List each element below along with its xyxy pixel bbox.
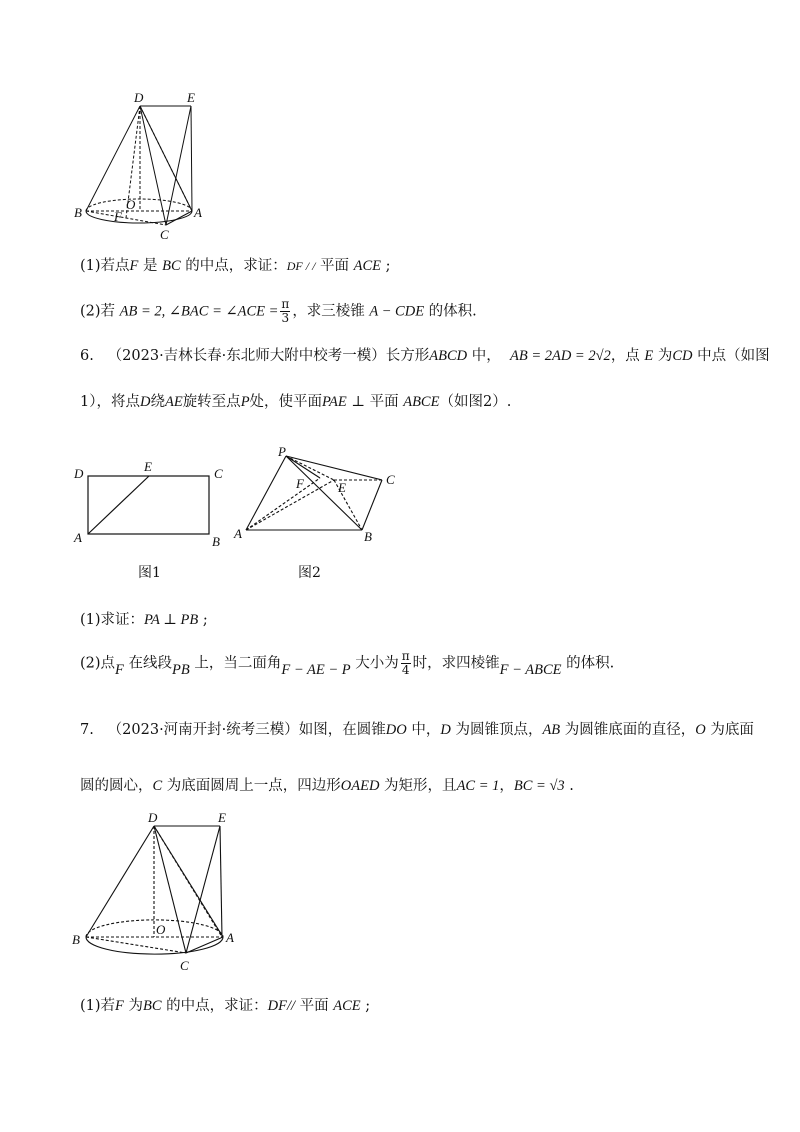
fig1-label-E: E [144, 459, 152, 474]
q7-label-O: O [156, 922, 166, 937]
q7-line2: 圆的圆心，C 为底面圆周上一点，四边形OAED 为矩形，且AC = 1，BC = √3 . [80, 778, 574, 794]
fig2-label-A: A [234, 526, 242, 541]
q7-line1: 7. （2023·河南开封·统考三模）如图，在圆锥DO 中，D 为圆锥顶点，AB 为圆锥底面的直径，O 为底面 [80, 722, 754, 738]
fraction-pi-4: $\frac{\pi}{4}$ [401, 649, 410, 677]
pyramid-figure-2 [228, 446, 408, 546]
figure1-caption: 图1 [138, 565, 161, 581]
q7-label-E: E [218, 810, 226, 825]
q7-label-B: B [72, 932, 80, 947]
cone-figure-1 [70, 90, 210, 250]
q6-line2: 1），将点D绕AE旋转至点P处，使平面PAE ⊥ 平面 ABCE（如图2）. [80, 394, 512, 410]
q5-part1: (1)若点F 是 BC 的中点，求证：DF / / 平面 ACE ; [80, 258, 391, 274]
fig2-label-P: P [278, 446, 286, 459]
q6-line1: 6. （2023·吉林长春·东北师大附中校考一模）长方形ABCD 中， AB = 2AD = 2√2，点 E 为CD 中点（如图 [80, 348, 770, 364]
fig1-label-C: C [214, 466, 223, 481]
fig2-label-C: C [386, 472, 395, 487]
fig2-label-E: E [338, 480, 346, 495]
cone-figure-q7 [70, 802, 245, 982]
q6-part1: (1)求证：PA ⊥ PB ; [80, 612, 208, 628]
label-F: F [114, 209, 122, 224]
q7-part1: (1)若F 为BC 的中点，求证：DF// 平面 ACE ; [80, 998, 371, 1014]
label-B: B [74, 205, 82, 220]
q6-part2: (2)点F 在线段PB 上，当二面角F − AE − P 大小为 $\frac{\pi}{4}$ 时，求四棱锥F − ABCE 的体积. [80, 649, 615, 678]
rectangle-figure-1 [70, 458, 230, 548]
label-C: C [160, 227, 169, 242]
fig1-label-B: B [212, 534, 220, 548]
fig2-label-F: F [296, 476, 304, 491]
q7-label-D: D [148, 810, 158, 825]
label-O: O [126, 197, 136, 212]
q7-label-A: A [226, 930, 234, 945]
fig1-label-D: D [74, 466, 84, 481]
label-D: D [134, 90, 144, 105]
fraction-pi-3: $\frac{\pi}{3}$ [281, 297, 290, 325]
q7-label-C: C [180, 958, 189, 973]
fig1-label-A: A [74, 530, 82, 545]
fig2-label-B: B [364, 529, 372, 544]
label-A: A [194, 205, 202, 220]
label-E: E [187, 90, 195, 105]
q5-part2: (2)若 AB = 2, ∠BAC = ∠ACE = $\frac{\pi}{3}$ ，求三棱锥 A − CDE 的体积. [80, 297, 477, 325]
figure2-caption: 图2 [298, 565, 321, 581]
